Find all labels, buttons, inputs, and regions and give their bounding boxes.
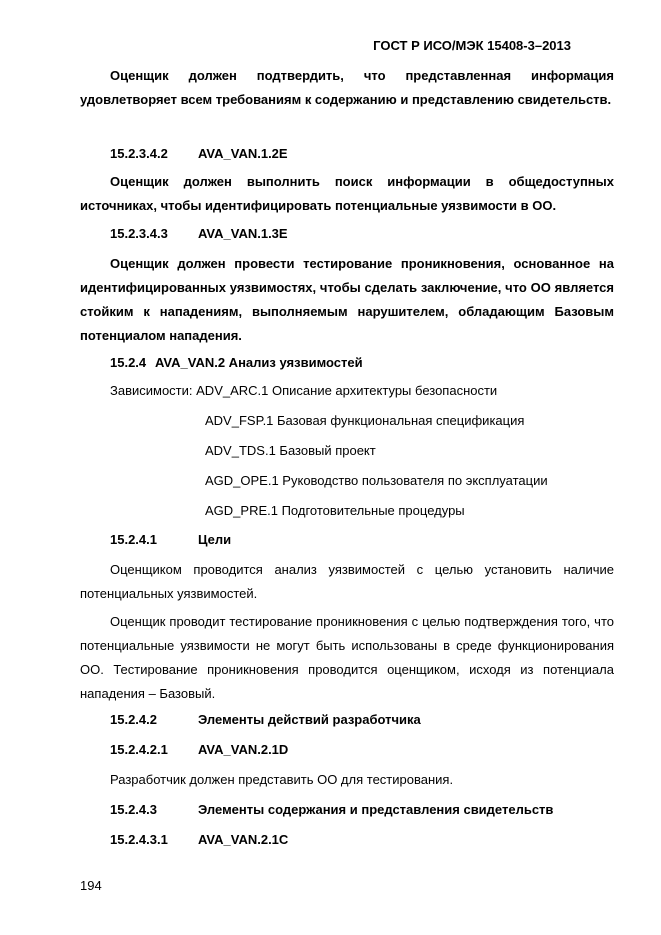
heading-15-2-3-4-3: [80, 225, 614, 243]
heading-15-2-4-2: [80, 711, 614, 729]
heading-number: 15.2.4.2.1: [110, 742, 168, 757]
paragraph-evaluator-confirm: Оценщик должен подтвердить, что представленная информация удовлетворяет всем требованиям к содержанию и представлению свидетельств.: [80, 68, 614, 107]
heading-number: 15.2.4.3: [110, 802, 157, 817]
heading-15-2-4-3-1: [80, 831, 614, 849]
heading-15-2-3-4-2: [80, 145, 614, 163]
heading-title: Элементы содержания и представления свидетельств: [198, 802, 554, 817]
heading-title: Цели: [198, 532, 232, 547]
paragraph-developer-provide: Разработчик должен представить ОО для тестирования.: [110, 772, 454, 787]
paragraph-penetration-testing: Оценщик проводит тестирование проникновения с целью подтверждения того, что потенциальные уязвимости не могут быть использованы в среде функционирования ОО. Тестирование проникновения проводится оценщиком, исходя из потенциала нападения – Базовый.: [80, 614, 614, 701]
heading-title: AVA_VAN.1.2E: [198, 146, 288, 161]
heading-15-2-4-1: [80, 531, 614, 549]
dependency-item: ADV_TDS.1 Базовый проект: [205, 443, 376, 458]
heading-15-2-4-2-1: [80, 741, 614, 759]
heading-title: AVA_VAN.2.1D: [198, 742, 289, 757]
heading-number: 15.2.4.1: [110, 532, 157, 547]
dependency-item: AGD_PRE.1 Подготовительные процедуры: [205, 503, 465, 518]
heading-number: 15.2.4.3.1: [110, 832, 168, 847]
heading-title: Элементы действий разработчика: [198, 712, 421, 727]
heading-number: 15.2.3.4.2: [110, 146, 168, 161]
heading-title: AVA_VAN.1.3E: [198, 226, 288, 241]
heading-title: AVA_VAN.2.1C: [198, 832, 289, 847]
paragraph-objectives: Оценщиком проводится анализ уязвимостей с целью установить наличие потенциальных уязвимостей.: [80, 562, 614, 601]
heading-15-2-4-3: [80, 801, 614, 819]
paragraph-evaluator-penetration: Оценщик должен провести тестирование проникновения, основанное на идентифицированных уязвимостях, чтобы сделать заключение, что ОО является стойким к нападениям, выполняемым нарушителем, обладающим Базовым потенциалом нападения.: [80, 256, 614, 343]
dependency-item: ADV_FSP.1 Базовая функциональная спецификация: [205, 413, 525, 428]
dependencies-line: [80, 382, 614, 400]
page-number: 194: [80, 878, 102, 893]
dependencies-label: Зависимости:: [110, 383, 193, 398]
heading-number: 15.2.4: [110, 355, 147, 370]
paragraph-evaluator-search: Оценщик должен выполнить поиск информации в общедоступных источниках, чтобы идентифицировать потенциальные уязвимости в ОО.: [80, 174, 614, 213]
heading-15-2-4: [80, 354, 614, 372]
heading-number: 15.2.3.4.3: [110, 226, 168, 241]
heading-number: 15.2.4.2: [110, 712, 157, 727]
heading-title: AVA_VAN.2 Анализ уязвимостей: [155, 355, 363, 370]
page-header-standard: ГОСТ Р ИСО/МЭК 15408-3–2013: [373, 38, 571, 53]
dependency-item: ADV_ARC.1 Описание архитектуры безопасности: [196, 383, 498, 398]
dependency-item: AGD_OPE.1 Руководство пользователя по эксплуатации: [205, 473, 548, 488]
